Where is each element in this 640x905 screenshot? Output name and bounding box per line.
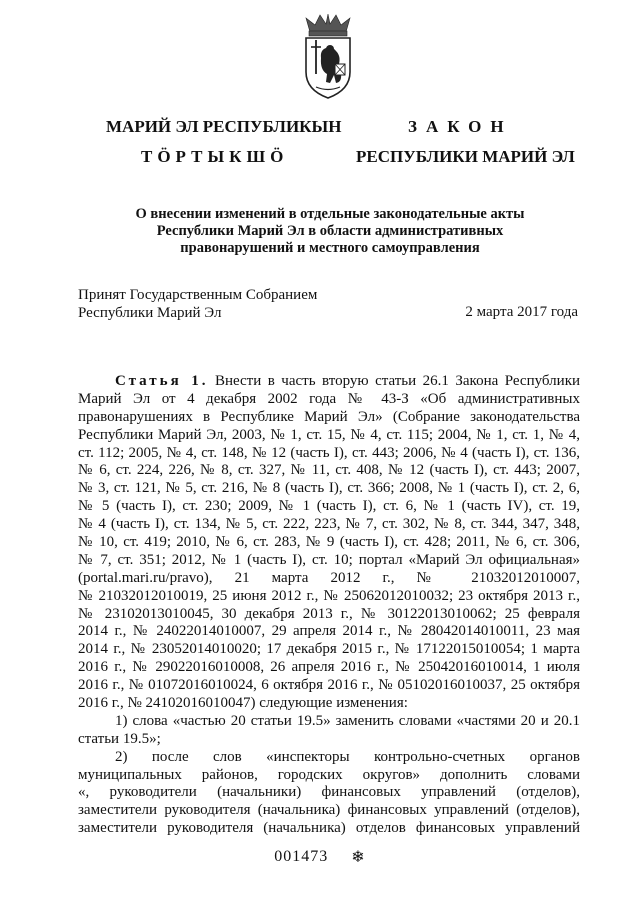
item-2-line: муниципальных районов, городских округов» дополнить словами [78,766,580,783]
article-line: № 4 (часть I), ст. 134, № 5, ст. 222, 223, № 7, ст. 302, № 8, ст. 344, 347, 348, [78,516,580,533]
header-left-line2: ТӦРТЫКШӦ [141,147,289,166]
law-title-line: Республики Марий Эл в области административных [156,223,504,239]
article-line: № 23102013010045, 30 декабря 2013 г., № 30122013010062; 25 февраля [78,605,580,622]
article-line: Марий Эл от 4 декабря 2002 года № 43-З «Об административных [78,390,580,407]
article-line: 2014 г., № 23052014010020; 17 декабря 2015 г., № 17122015010054; 1 марта [78,641,580,658]
article-line: 2016 г., № 01072016010024, 6 октября 2016 г., № 05102016010037, 25 октября [78,677,580,694]
article-line: № 3, ст. 121, № 5, ст. 216, № 8 (часть I), ст. 366; 2008, № 1 (часть I), ст. 2, 6, [78,480,580,497]
snowflake-icon: ❄ [351,849,366,866]
article-line: Республики Марий Эл, 2003, № 1, ст. 15, № 4, ст. 115; 2004, № 1, ст. 1, № 4, [78,426,580,443]
item-2-line: «, руководители (начальники) финансовых управлений (отделов), [78,784,580,801]
adoption-line: Принят Государственным Собранием [78,287,318,303]
header-right-line2: РЕСПУБЛИКИ МАРИЙ ЭЛ [356,147,575,166]
article-line: № 7, ст. 351; 2012, № 1 (часть I), ст. 10; портал «Марий Эл официальная» [78,551,580,568]
header-right-line1: ЗАКОН [408,117,513,136]
article-line: (portal.mari.ru/pravo), 21 марта 2012 г., № 21032012010007, [78,569,580,586]
item-1-line: 1) слова «частью 20 статьи 19.5» заменить словами «частями 20 и 20.1 [115,712,580,729]
law-title-line: О внесении изменений в отдельные законодательные акты [135,206,525,222]
article-line: № 21032012010019, 25 июня 2012 г., № 25062012010032; 23 октября 2013 г., [78,587,580,604]
adoption-block [78,286,317,322]
article-line: № 6, ст. 224, 226, № 8, ст. 327, № 11, ст. 408, № 12 (часть I), ст. 443; 2007, [78,462,580,479]
law-title-line: правонарушений и местного самоуправления [180,240,480,256]
article-first-line [78,373,580,391]
adoption-date: 2 марта 2017 года [465,304,578,320]
page-footer [0,847,640,867]
article-line: 2016 г., № 29022016010008, 26 апреля 2016 г., № 25042016010014, 1 июля [78,659,580,676]
coat-of-arms-icon [296,12,360,102]
article-body [78,373,580,838]
article-line: Внести в часть вторую статьи 26.1 Закона Республики [214,373,581,389]
item-2-line: заместители руководителя (начальника) отделов финансовых управлений [78,820,580,837]
article-line: 2014 г., № 24022014010007, 29 апреля 2014 г., № 28042014010011, 23 мая [78,623,580,640]
article-line: № 10, ст. 419; 2010, № 6, ст. 283, № 9 (часть I), ст. 428; 2011, № 6, ст. 306, [78,534,580,551]
article-line: правонарушениях в Республике Марий Эл» (Собрание законодательства [78,408,580,425]
article-line: 2016 г., № 24102016010047) следующие изменения: [78,695,408,712]
document-number: 001473 [274,848,329,865]
item-1-line: статьи 19.5»; [78,730,161,747]
article-line: ст. 112; 2005, № 4, ст. 148, № 12 (часть I), ст. 443; 2006, № 4 (часть I), ст. 136, [78,444,580,461]
item-2-line: заместители руководителя (начальника) финансовых управлений (отделов), [78,802,580,819]
article-heading: Статья 1. [115,373,209,389]
law-title [110,206,550,257]
article-line: № 5 (часть I), ст. 230; 2009, № 1 (часть I), ст. 6, № 1 (часть IV), ст. 19, [78,498,580,515]
item-2-line: 2) после слов «инспекторы контрольно-счетных органов [115,748,580,765]
adoption-line: Республики Марий Эл [78,305,222,321]
header-left-line1: МАРИЙ ЭЛ РЕСПУБЛИКЫН [106,117,342,136]
